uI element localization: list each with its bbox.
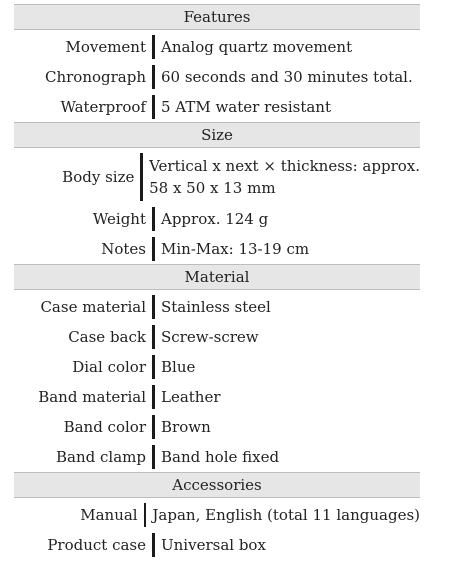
spec-label: Weight [92,210,146,228]
spec-label: Manual [80,506,138,524]
spec-label: Movement [65,38,146,56]
spec-row-manual [14,500,420,530]
spec-row-band-color [14,412,420,442]
spec-row-notes [14,234,420,264]
spec-value: Brown [161,418,211,436]
section-header-size: Size [14,122,420,148]
spec-row-band-material [14,382,420,412]
spec-value: Min-Max: 13-19 cm [161,240,310,258]
row-divider [144,503,147,527]
spec-value: Approx. 124 g [161,210,269,228]
row-divider [152,355,155,379]
row-divider [152,237,155,261]
spec-label: Dial color [72,358,146,376]
spec-row-product-case [14,530,420,560]
spec-value: Band hole fixed [161,448,280,466]
spec-label: Band clamp [56,448,146,466]
spec-row-dial-color [14,352,420,382]
spec-row-band-clamp [14,442,420,472]
spec-value: Screw-screw [161,328,259,346]
spec-row-case-material [14,292,420,322]
spec-row-weight [14,204,420,234]
spec-table [14,4,420,560]
spec-label: Band color [63,418,146,436]
row-divider [152,385,155,409]
row-divider [140,153,143,201]
spec-value: Universal box [161,536,266,554]
row-divider [152,325,155,349]
section-header-features: Features [14,4,420,30]
row-divider [152,445,155,469]
section-header-accessories: Accessories [14,472,420,498]
spec-value: Blue [161,358,196,376]
row-divider [152,95,155,119]
row-divider [152,415,155,439]
spec-value: Japan, English (total 11 languages) [152,506,420,524]
spec-label: Waterproof [60,98,146,116]
spec-label: Band material [38,388,146,406]
spec-row-chronograph [14,62,420,92]
spec-label: Product case [47,536,146,554]
spec-value-line: 58 x 50 x 13 mm [149,179,276,197]
spec-label: Chronograph [44,68,146,86]
spec-value: 5 ATM water resistant [161,98,331,116]
spec-value: Leather [161,388,221,406]
section-header-material: Material [14,264,420,290]
spec-row-body-size [14,150,420,204]
spec-row-waterproof [14,92,420,122]
spec-label: Notes [101,240,146,258]
spec-value: 60 seconds and 30 minutes total. [161,68,413,86]
spec-row-movement [14,32,420,62]
spec-value: Stainless steel [161,298,271,316]
spec-value [149,155,420,199]
spec-row-case-back [14,322,420,352]
spec-value: Analog quartz movement [161,38,353,56]
spec-label: Case material [40,298,146,316]
row-divider [152,35,155,59]
spec-label: Case back [68,328,146,346]
row-divider [152,295,155,319]
row-divider [152,207,155,231]
row-divider [152,533,155,557]
row-divider [152,65,155,89]
spec-value-line: Vertical x next × thickness: approx. [149,157,420,175]
spec-label: Body size [62,168,135,186]
